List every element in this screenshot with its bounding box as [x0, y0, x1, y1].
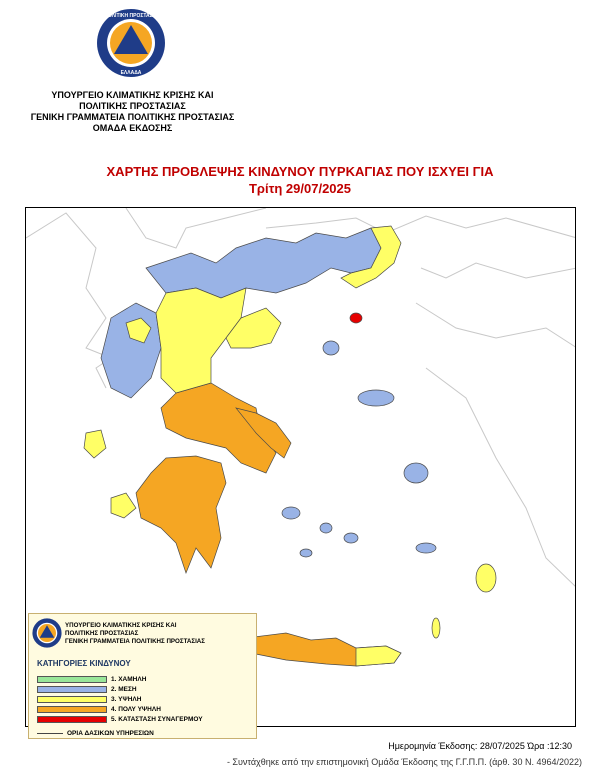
footer-note: - Συντάχθηκε από την επιστημονική Ομάδα Έκδοσης της Γ.Γ.Π.Π. (άρθ. 30 Ν. 4964/2022): [226, 757, 582, 767]
map-date: Τρίτη 29/07/2025: [248, 181, 351, 196]
legend-box: [28, 613, 257, 739]
legend-title: ΚΑΤΗΓΟΡΙΕΣ ΚΙΝΔΥΝΟΥ: [37, 659, 131, 668]
legend-swatch: [37, 686, 107, 693]
ministry-line: ΥΠΟΥΡΓΕΙΟ ΚΛΙΜΑΤΙΚΗΣ ΚΡΙΣΗΣ ΚΑΙ: [51, 90, 214, 100]
ministry-line: ΓΕΝΙΚΗ ΓΡΑΜΜΑΤΕΙΑ ΠΟΛΙΤΙΚΗΣ ΠΡΟΣΤΑΣΙΑΣ: [30, 112, 235, 122]
legend-ministry-line: ΓΕΝΙΚΗ ΓΡΑΜΜΑΤΕΙΑ ΠΟΛΙΤΙΚΗΣ ΠΡΟΣΤΑΣΙΑΣ: [65, 638, 205, 645]
svg-text:ΕΛΛΑΔΑ: ΕΛΛΑΔΑ: [120, 70, 142, 76]
legend-row-high: [37, 695, 141, 703]
legend-row-boundary: [37, 729, 154, 737]
legend-swatch: [37, 676, 107, 683]
legend-swatch: [37, 696, 107, 703]
ministry-header: [0, 90, 265, 134]
legend-ministry: [65, 622, 205, 646]
map-title-line: ΧΑΡΤΗΣ ΠΡΟΒΛΕΨΗΣ ΚΙΝΔΥΝΟΥ ΠΥΡΚΑΓΙΑΣ ΠΟΥ ΙΣΧΥΕΙ ΓΙΑ: [106, 164, 494, 179]
ministry-line: ΠΟΛΙΤΙΚΗΣ ΠΡΟΣΤΑΣΙΑΣ: [79, 101, 186, 111]
legend-row-very-high: [37, 705, 161, 713]
legend-label: 5. ΚΑΤΑΣΤΑΣΗ ΣΥΝΑΓΕΡΜΟΥ: [111, 715, 203, 723]
legend-row-alarm: [37, 715, 203, 723]
legend-label: 2. ΜΕΣΗ: [111, 685, 137, 693]
ministry-line: ΟΜΑΔΑ ΕΚΔΟΣΗΣ: [92, 123, 173, 133]
svg-text:ΠΟΛΙΤΙΚΗ ΠΡΟΣΤΑΣΙΑ: ΠΟΛΙΤΙΚΗ ΠΡΟΣΤΑΣΙΑ: [104, 13, 158, 19]
legend-ministry-line: ΠΟΛΙΤΙΚΗΣ ΠΡΟΣΤΑΣΙΑΣ: [65, 630, 139, 637]
legend-label: 4. ΠΟΛΥ ΥΨΗΛΗ: [111, 705, 161, 713]
legend-row-low: [37, 675, 146, 683]
legend-label: 3. ΥΨΗΛΗ: [111, 695, 142, 703]
legend-label: 1. ΧΑΜΗΛΗ: [111, 675, 147, 683]
legend-ministry-line: ΥΠΟΥΡΓΕΙΟ ΚΛΙΜΑΤΙΚΗΣ ΚΡΙΣΗΣ ΚΑΙ: [65, 622, 177, 629]
legend-boundary-label: ΟΡΙΑ ΔΑΣΙΚΩΝ ΥΠΗΡΕΣΙΩΝ: [67, 729, 154, 737]
legend-swatch: [37, 716, 107, 723]
legend-row-medium: [37, 685, 137, 693]
legend-logo-icon: [32, 618, 62, 648]
issue-date: Ημερομηνία Έκδοσης: 28/07/2025 Ώρα :12:30: [388, 741, 572, 751]
civil-protection-logo: [96, 8, 166, 78]
map-title: [0, 163, 600, 197]
legend-swatch: [37, 706, 107, 713]
boundary-line-icon: [37, 733, 63, 734]
